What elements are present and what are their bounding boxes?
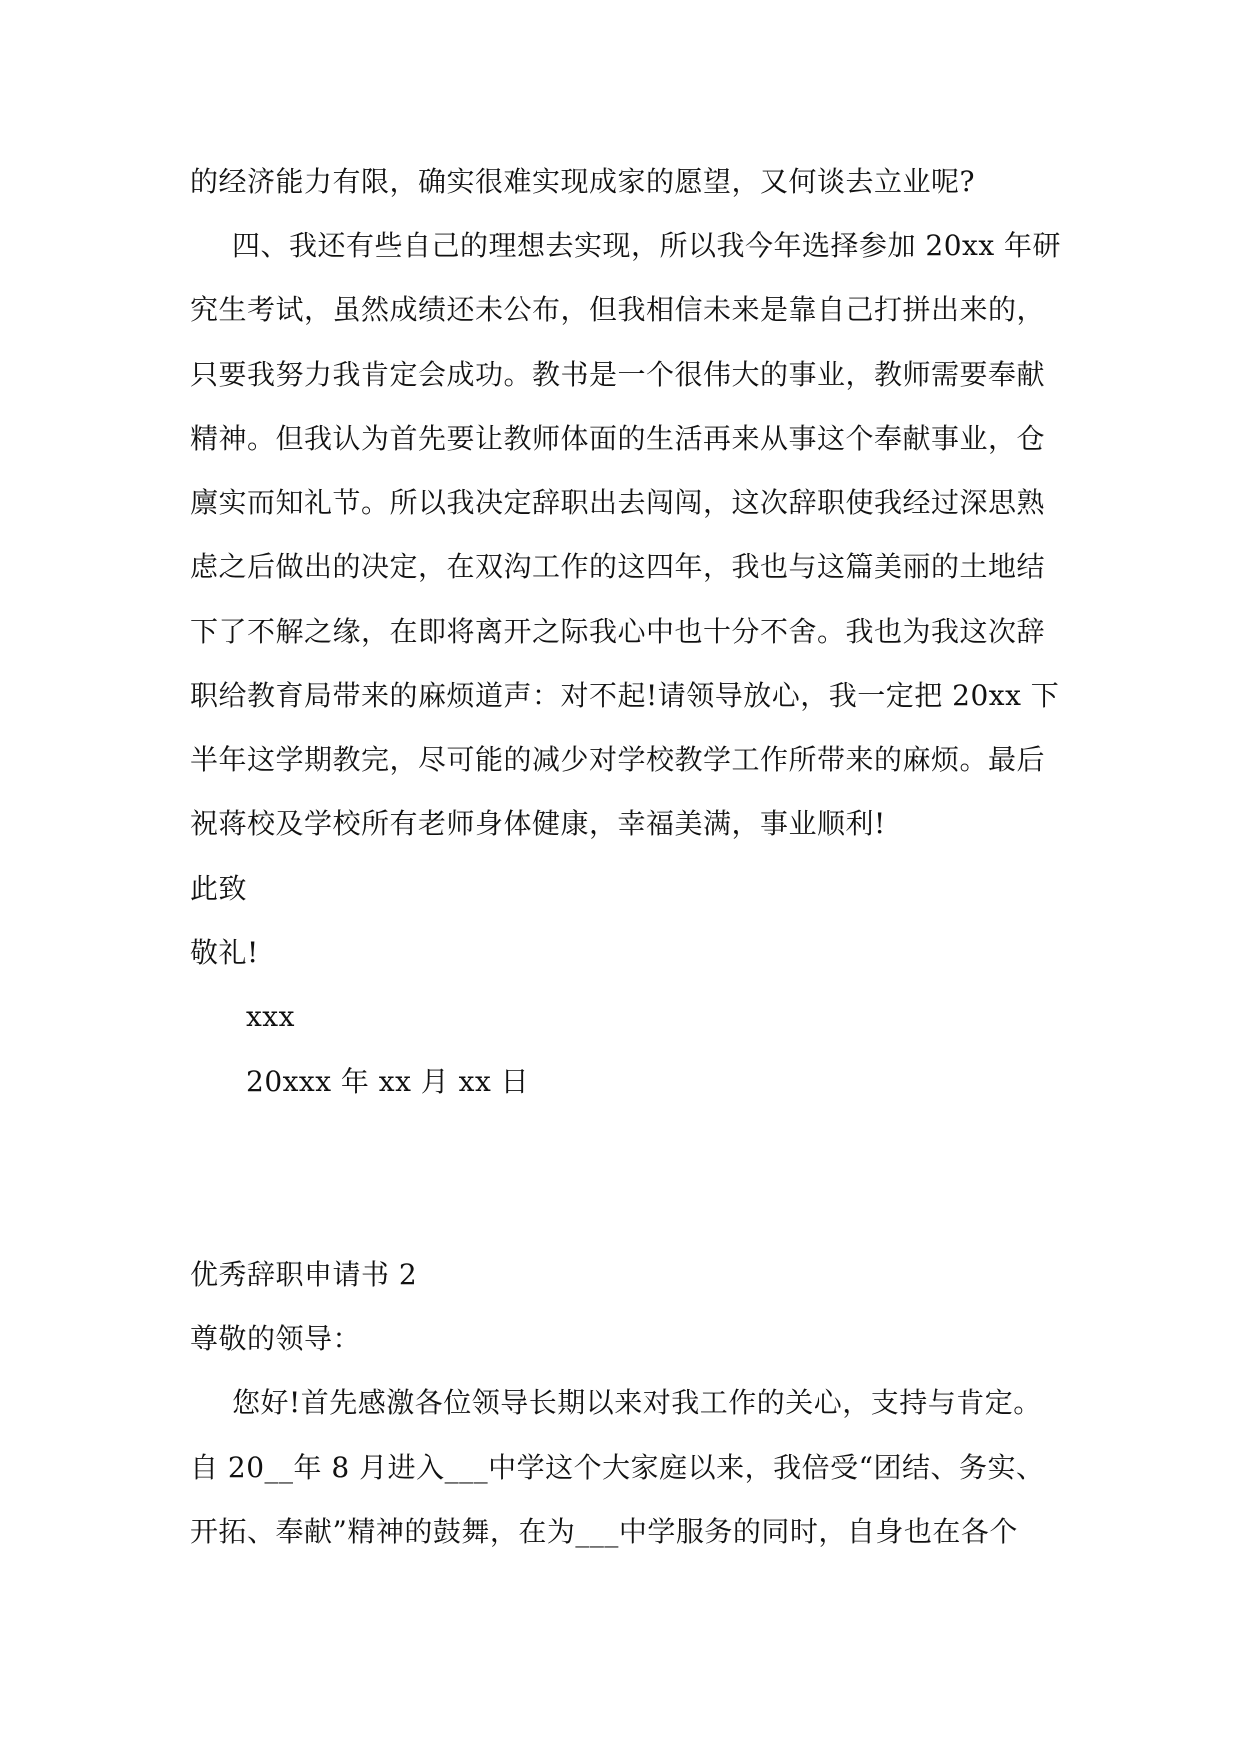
paragraph-line: 的经济能力有限，确实很难实现成家的愿望，又何谈去立业呢?: [190, 165, 976, 198]
salutation: 尊敬的领导：: [190, 1322, 362, 1355]
paragraph-line: 精神。但我认为首先要让教师体面的生活再来从事这个奉献事业，仓: [190, 422, 1046, 455]
paragraph-line: 职给教育局带来的麻烦道声：对不起!请领导放心，我一定把 20xx 下: [190, 679, 1060, 712]
signature-date: 20xxx 年 xx 月 xx 日: [246, 1065, 530, 1098]
paragraph-line: 半年这学期教完，尽可能的减少对学校教学工作所带来的麻烦。最后: [190, 743, 1046, 776]
closing-salutation: 此致: [190, 872, 248, 905]
paragraph-line: 开拓、奉献”精神的鼓舞，在为___中学服务的同时，自身也在各个: [190, 1515, 1018, 1548]
paragraph-line: 虑之后做出的决定，在双沟工作的这四年，我也与这篇美丽的土地结: [190, 550, 1046, 583]
signature-name: xxx: [246, 1000, 295, 1033]
paragraph-line: 自 20__年 8 月进入___中学这个大家庭以来，我倍受“团结、务实、: [190, 1451, 1045, 1484]
closing-regards: 敬礼!: [190, 936, 259, 969]
paragraph-line: 四、我还有些自己的理想去实现，所以我今年选择参加 20xx 年研: [232, 229, 1062, 262]
paragraph-line: 祝蒋校及学校所有老师身体健康，幸福美满，事业顺利!: [190, 807, 886, 840]
section-title: 优秀辞职申请书 2: [190, 1258, 418, 1291]
paragraph-line: 下了不解之缘，在即将离开之际我心中也十分不舍。我也为我这次辞: [190, 615, 1046, 648]
paragraph-line: 您好!首先感激各位领导长期以来对我工作的关心，支持与肯定。: [232, 1386, 1042, 1419]
paragraph-line: 只要我努力我肯定会成功。教书是一个很伟大的事业，教师需要奉献: [190, 358, 1046, 391]
paragraph-line: 廪实而知礼节。所以我决定辞职出去闯闯，这次辞职使我经过深思熟: [190, 486, 1046, 519]
paragraph-line: 究生考试，虽然成绩还未公布，但我相信未来是靠自己打拼出来的，: [190, 293, 1046, 326]
